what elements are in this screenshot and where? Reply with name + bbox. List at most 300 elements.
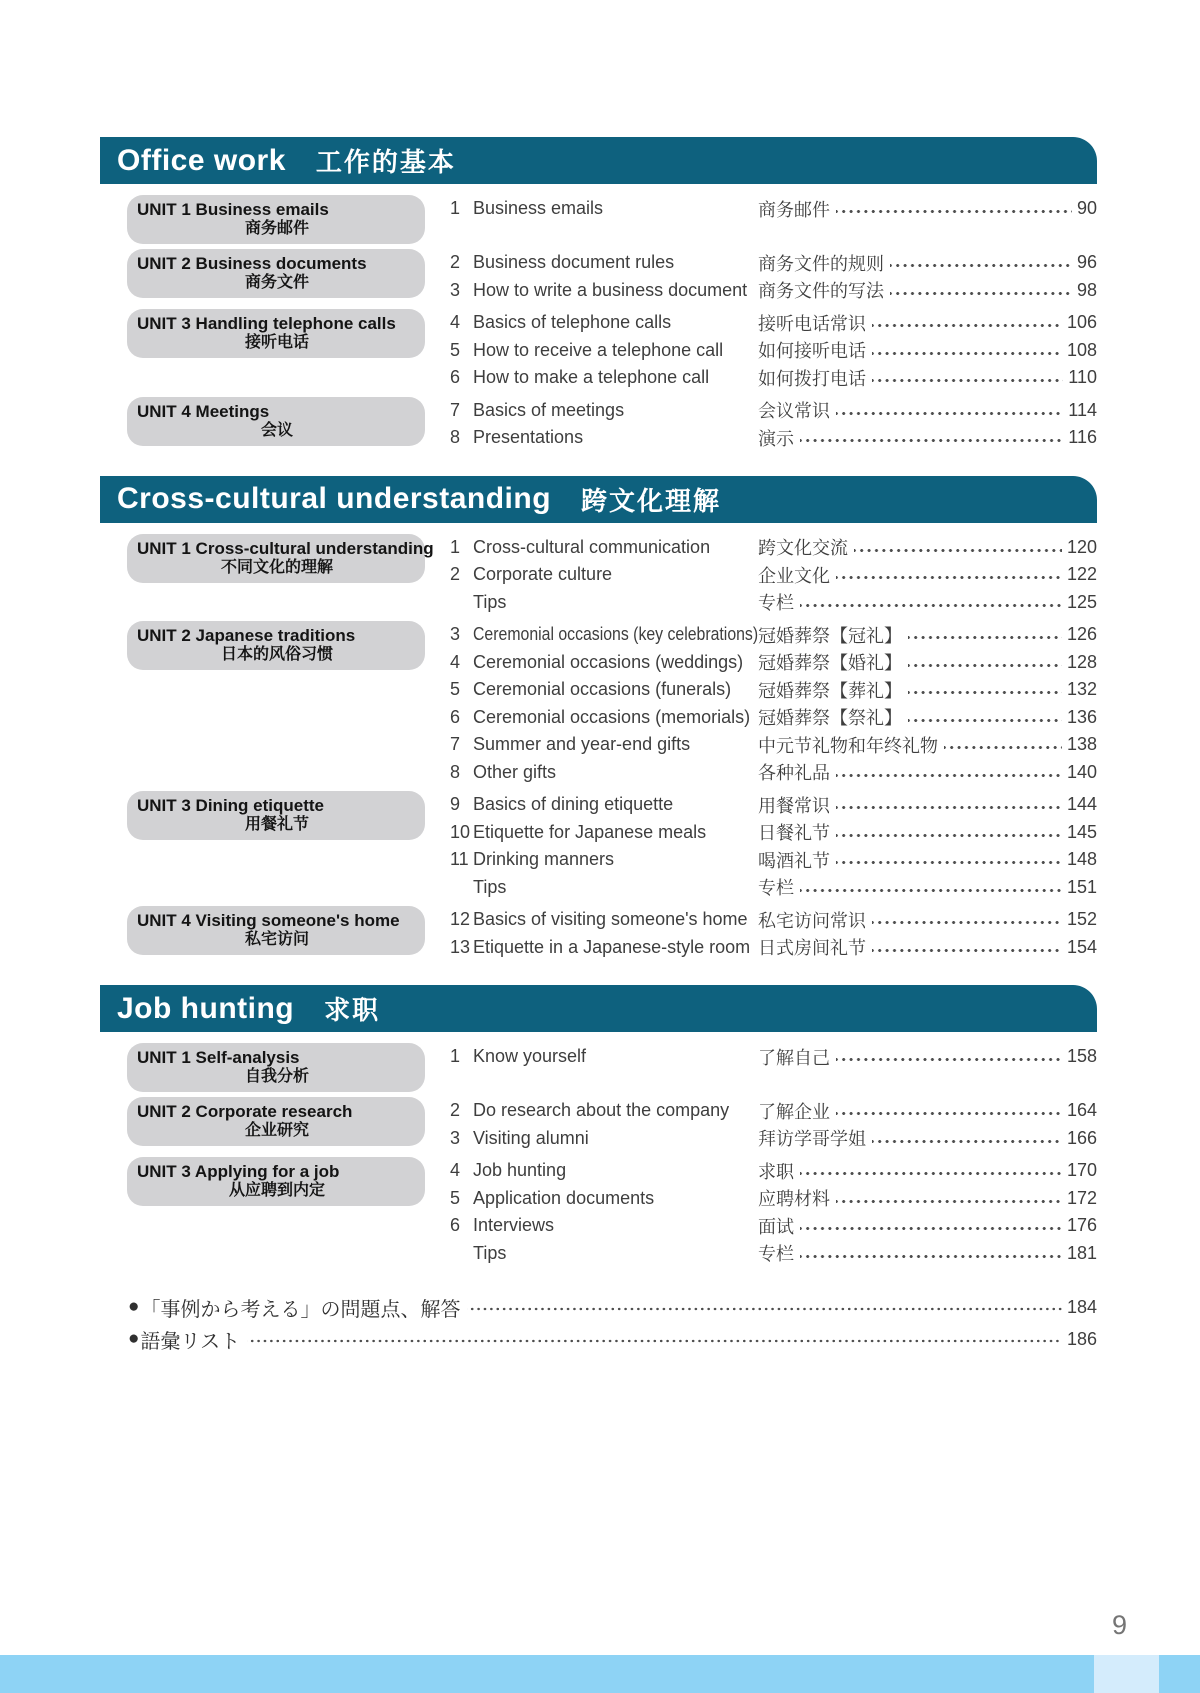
- row-page-number: 152: [1066, 909, 1097, 930]
- dotted-leader: [908, 676, 1062, 704]
- rows-column: [450, 906, 1097, 961]
- row-number: 6: [450, 706, 461, 727]
- appendix-row: [128, 1323, 1097, 1355]
- unit-group: [100, 309, 1097, 392]
- appendix-list: [100, 1291, 1097, 1355]
- row-title-en-text: Basics of dining etiquette: [473, 794, 674, 815]
- row-title-zh: 商务邮件: [758, 199, 830, 220]
- row-title-en: [473, 252, 758, 273]
- unit-column: [100, 791, 450, 840]
- row-title-en-text: Know yourself: [473, 1046, 587, 1067]
- section-title-en: Cross-cultural understanding: [117, 482, 552, 515]
- row-title-zh: 企业文化: [758, 565, 830, 586]
- row-page-number: 172: [1066, 1187, 1097, 1208]
- unit-box: [127, 1157, 425, 1206]
- toc-row: [450, 1043, 1097, 1071]
- unit-subtitle: 商务邮件: [244, 220, 309, 237]
- row-title-en-text: Basics of visiting someone's home: [473, 909, 748, 930]
- row-page-number: 128: [1066, 651, 1097, 672]
- rows-column: [450, 1157, 1097, 1267]
- unit-column: [100, 1097, 450, 1146]
- row-title-en-text: How to make a telephone call: [473, 367, 710, 388]
- toc-row: [450, 1185, 1097, 1213]
- row-title-en-text: Visiting alumni: [473, 1127, 589, 1148]
- row-title-en: [473, 198, 758, 219]
- row-title-zh: 面试: [758, 1216, 794, 1237]
- toc-row: [450, 364, 1097, 392]
- toc-row: [450, 337, 1097, 365]
- row-title-en: [473, 707, 758, 728]
- toc-row: [450, 791, 1097, 819]
- unit-subtitle: 私宅访问: [244, 931, 309, 948]
- row-page-number: 114: [1068, 399, 1097, 420]
- toc-section: [100, 137, 1097, 452]
- toc-row: [450, 846, 1097, 874]
- row-page-number: 122: [1066, 564, 1097, 585]
- row-page-number: 98: [1076, 279, 1097, 300]
- row-title-en: [473, 849, 758, 870]
- row-number: 3: [450, 279, 461, 300]
- row-title-zh: 了解自己: [758, 1047, 830, 1068]
- unit-box: [127, 1097, 425, 1146]
- row-title-en: [473, 1243, 758, 1264]
- row-number: 7: [450, 399, 461, 420]
- row-title-en: [473, 762, 758, 783]
- row-number: 8: [450, 427, 461, 448]
- row-title-en-text: Tips: [473, 1242, 507, 1263]
- row-page-number: 148: [1066, 849, 1097, 870]
- row-title-en: [473, 624, 758, 645]
- footer-accent-segment: [1094, 1655, 1159, 1693]
- row-title-en-text: Interviews: [473, 1215, 555, 1236]
- unit-group: [100, 1043, 1097, 1092]
- row-title-en: [473, 937, 758, 958]
- bullet-icon: ●: [128, 1296, 140, 1317]
- dotted-leader: [800, 874, 1062, 902]
- row-title-en: [473, 909, 758, 930]
- rows-column: [450, 195, 1097, 223]
- row-title-en-text: Do research about the company: [473, 1100, 730, 1121]
- unit-title: UNIT 1 Cross-cultural understanding: [137, 538, 434, 558]
- row-title-en-text: Basics of telephone calls: [473, 312, 672, 333]
- row-title-en-text: Ceremonial occasions (key celebrations): [473, 624, 759, 645]
- row-title-en-text: Business emails: [473, 198, 604, 219]
- dotted-leader: [800, 1240, 1062, 1268]
- unit-subtitle: 日本的风俗习惯: [220, 646, 333, 663]
- unit-subtitle: 从应聘到内定: [228, 1182, 325, 1199]
- row-page-number: 132: [1066, 679, 1097, 700]
- row-title-en: [473, 1128, 758, 1149]
- row-title-en-text: Ceremonial occasions (funerals): [473, 679, 732, 700]
- row-page-number: 116: [1068, 427, 1097, 448]
- toc-row: [450, 934, 1097, 962]
- dotted-leader: [890, 277, 1072, 305]
- row-title-zh: 接听电话常识: [758, 313, 866, 334]
- toc-row: [450, 676, 1097, 704]
- dotted-leader: [836, 1185, 1062, 1213]
- row-title-en: [473, 822, 758, 843]
- dotted-leader: [836, 195, 1072, 223]
- row-number: 4: [450, 651, 461, 672]
- row-title-en: [473, 652, 758, 673]
- row-number: 5: [450, 1187, 461, 1208]
- row-page-number: 176: [1066, 1215, 1097, 1236]
- unit-title: UNIT 3 Dining etiquette: [137, 796, 324, 815]
- row-number: 13: [450, 936, 471, 957]
- row-title-en: [473, 280, 758, 301]
- dotted-leader: [872, 364, 1063, 392]
- dotted-leader: [944, 731, 1062, 759]
- dotted-leader: [854, 534, 1062, 562]
- row-title-zh: 专栏: [758, 1244, 794, 1265]
- dotted-leader: [908, 621, 1062, 649]
- row-number: 2: [450, 564, 461, 585]
- dotted-leader: [872, 906, 1062, 934]
- row-title-en-text: Job hunting: [473, 1160, 567, 1181]
- section-title-zh: 跨文化理解: [581, 485, 722, 516]
- row-title-en: [473, 312, 758, 333]
- unit-box: [127, 1043, 425, 1092]
- bullet-icon: ●: [128, 1328, 140, 1349]
- row-number: 5: [450, 339, 461, 360]
- unit-title: UNIT 1 Business emails: [137, 200, 329, 219]
- rows-column: [450, 534, 1097, 617]
- row-title-zh: 拜访学哥学姐: [758, 1129, 866, 1150]
- row-title-en-text: Tips: [473, 876, 507, 897]
- page-number: 9: [1112, 1610, 1128, 1640]
- row-page-number: 126: [1066, 624, 1097, 645]
- row-title-zh: 会议常识: [758, 401, 830, 422]
- row-title-en: [473, 592, 758, 613]
- toc-row: [450, 1097, 1097, 1125]
- toc-row: [450, 1125, 1097, 1153]
- row-title-zh: 跨文化交流: [758, 538, 848, 559]
- unit-group: [100, 397, 1097, 452]
- row-page-number: 166: [1066, 1127, 1097, 1148]
- toc-row: [450, 534, 1097, 562]
- toc-row: [450, 1212, 1097, 1240]
- row-title-zh: 私宅访问常识: [758, 910, 866, 931]
- toc-row: [450, 249, 1097, 277]
- row-title-en: [473, 367, 758, 388]
- toc-row: [450, 819, 1097, 847]
- row-number: 6: [450, 1215, 461, 1236]
- row-title-en: [473, 1215, 758, 1236]
- row-title-zh: 日式房间礼节: [758, 938, 866, 959]
- row-number: 10: [450, 821, 471, 842]
- row-page-number: 138: [1066, 734, 1097, 755]
- section-title-en: Office work: [117, 143, 286, 177]
- unit-title: UNIT 2 Japanese traditions: [137, 626, 356, 645]
- row-page-number: 140: [1066, 761, 1097, 782]
- unit-box: [127, 249, 425, 298]
- appendix-page-number: 184: [1066, 1296, 1097, 1317]
- toc-row: [450, 874, 1097, 902]
- row-number: 1: [450, 198, 461, 219]
- unit-subtitle: 不同文化的理解: [220, 558, 333, 576]
- row-title-en-text: Business document rules: [473, 252, 675, 273]
- row-number: 12: [450, 909, 471, 930]
- row-title-en: [473, 679, 758, 700]
- row-title-en: [473, 794, 758, 815]
- unit-group: [100, 195, 1097, 244]
- row-title-zh: 求职: [758, 1161, 794, 1182]
- row-title-zh: 如何拨打电话: [758, 368, 866, 389]
- row-number: 9: [450, 794, 461, 815]
- toc-row: [450, 309, 1097, 337]
- toc-row: [450, 589, 1097, 617]
- row-title-en-text: Other gifts: [473, 761, 557, 782]
- row-title-zh: 了解企业: [758, 1101, 830, 1122]
- appendix-label: 「事例から考える」の問題点、解答: [140, 1298, 461, 1321]
- row-title-zh: 演示: [758, 428, 794, 449]
- row-title-en-text: Summer and year-end gifts: [473, 734, 691, 755]
- unit-group: [100, 621, 1097, 786]
- row-title-en: [473, 1046, 758, 1067]
- row-page-number: 96: [1076, 252, 1097, 273]
- dotted-leader: [836, 397, 1063, 425]
- toc-content: [100, 137, 1097, 1355]
- section-title-en: Job hunting: [117, 991, 295, 1025]
- row-title-en: [473, 1100, 758, 1121]
- row-title-en: [473, 427, 758, 448]
- dotted-leader: [836, 1043, 1062, 1071]
- toc-row: [450, 731, 1097, 759]
- dotted-leader: [872, 934, 1062, 962]
- unit-group: [100, 1097, 1097, 1152]
- row-number: 2: [450, 252, 461, 273]
- dotted-leader: [836, 1097, 1062, 1125]
- row-title-en-text: Drinking manners: [473, 849, 615, 870]
- unit-box: [127, 309, 425, 358]
- row-title-en: [473, 877, 758, 898]
- unit-title: UNIT 4 Visiting someone's home: [137, 911, 400, 930]
- dotted-leader: [836, 846, 1062, 874]
- toc-row: [450, 759, 1097, 787]
- unit-group: [100, 249, 1097, 304]
- rows-column: [450, 249, 1097, 304]
- toc-row: [450, 649, 1097, 677]
- row-title-zh: 喝酒礼节: [758, 850, 830, 871]
- unit-column: [100, 1043, 450, 1092]
- row-page-number: 136: [1066, 706, 1097, 727]
- unit-title: UNIT 2 Business documents: [137, 254, 367, 273]
- unit-column: [100, 906, 450, 955]
- rows-column: [450, 309, 1097, 392]
- toc-row: [450, 906, 1097, 934]
- unit-title: UNIT 1 Self-analysis: [137, 1048, 300, 1067]
- row-number: 3: [450, 1127, 461, 1148]
- dotted-leader: [467, 1291, 1061, 1323]
- rows-column: [450, 1043, 1097, 1071]
- row-page-number: 164: [1066, 1100, 1097, 1121]
- rows-column: [450, 1097, 1097, 1152]
- unit-column: [100, 309, 450, 358]
- unit-column: [100, 195, 450, 244]
- unit-box: [127, 397, 425, 446]
- row-page-number: 106: [1066, 312, 1097, 333]
- dotted-leader: [908, 649, 1062, 677]
- rows-column: [450, 397, 1097, 452]
- unit-title: UNIT 3 Handling telephone calls: [137, 314, 396, 333]
- unit-group: [100, 534, 1097, 617]
- toc-row: [450, 195, 1097, 223]
- row-title-en: [473, 537, 758, 558]
- dotted-leader: [836, 759, 1062, 787]
- unit-column: [100, 397, 450, 446]
- row-page-number: 110: [1068, 367, 1097, 388]
- row-title-zh: 专栏: [758, 593, 794, 614]
- sections-container: [100, 137, 1097, 1267]
- row-number: 2: [450, 1100, 461, 1121]
- toc-row: [450, 621, 1097, 649]
- toc-row: [450, 1240, 1097, 1268]
- row-page-number: 151: [1066, 876, 1097, 897]
- unit-column: [100, 621, 450, 670]
- dotted-leader: [872, 309, 1062, 337]
- toc-row: [450, 424, 1097, 452]
- row-title-en: [473, 400, 758, 421]
- appendix-label: 語彙リスト: [140, 1330, 241, 1353]
- dotted-leader: [872, 337, 1062, 365]
- row-title-zh: 中元节礼物和年终礼物: [758, 735, 938, 756]
- row-page-number: 154: [1066, 936, 1097, 957]
- row-page-number: 125: [1066, 591, 1097, 612]
- row-title-en-text: Corporate culture: [473, 564, 613, 585]
- unit-box: [127, 906, 425, 955]
- row-title-zh: 用餐常识: [758, 795, 830, 816]
- section-title-zh: 求职: [324, 995, 381, 1025]
- unit-group: [100, 1157, 1097, 1267]
- row-number: 4: [450, 1160, 461, 1181]
- row-title-zh: 商务文件的写法: [758, 281, 884, 302]
- row-title-zh: 冠婚葬祭【冠礼】: [758, 625, 902, 646]
- row-title-en-text: Basics of meetings: [473, 399, 625, 420]
- unit-column: [100, 1157, 450, 1206]
- unit-column: [100, 249, 450, 298]
- row-title-en-text: Application documents: [473, 1187, 655, 1208]
- section-header: [100, 137, 1097, 184]
- dotted-leader: [247, 1323, 1062, 1355]
- dotted-leader: [836, 819, 1062, 847]
- dotted-leader: [890, 249, 1072, 277]
- row-title-zh: 商务文件的规则: [758, 253, 884, 274]
- toc-row: [450, 704, 1097, 732]
- toc-row: [450, 397, 1097, 425]
- row-title-zh: 各种礼品: [758, 763, 830, 784]
- row-title-en: [473, 340, 758, 361]
- dotted-leader: [872, 1125, 1062, 1153]
- section-title-zh: 工作的基本: [315, 147, 456, 177]
- row-title-zh: 冠婚葬祭【葬礼】: [758, 680, 902, 701]
- appendix-page-number: 186: [1066, 1328, 1097, 1349]
- row-page-number: 170: [1066, 1160, 1097, 1181]
- unit-title: UNIT 4 Meetings: [137, 401, 270, 421]
- row-page-number: 145: [1066, 821, 1097, 842]
- dotted-leader: [800, 1157, 1062, 1185]
- row-page-number: 181: [1066, 1242, 1097, 1263]
- unit-subtitle: 企业研究: [244, 1122, 309, 1139]
- unit-subtitle: 会议: [260, 421, 293, 439]
- row-page-number: 144: [1066, 794, 1097, 815]
- section-header: [100, 476, 1097, 523]
- toc-section: [100, 476, 1097, 962]
- row-page-number: 108: [1066, 339, 1097, 360]
- section-header: [100, 985, 1097, 1032]
- unit-subtitle: 自我分析: [244, 1068, 309, 1085]
- row-title-zh: 冠婚葬祭【祭礼】: [758, 708, 902, 729]
- row-title-en: [473, 1160, 758, 1181]
- row-title-zh: 如何接听电话: [758, 341, 866, 362]
- row-title-en-text: Ceremonial occasions (memorials): [473, 706, 751, 727]
- row-number: 8: [450, 761, 461, 782]
- dotted-leader: [836, 791, 1062, 819]
- row-number: 1: [450, 1046, 461, 1067]
- dotted-leader: [836, 561, 1062, 589]
- dotted-leader: [800, 589, 1062, 617]
- unit-title: UNIT 2 Corporate research: [137, 1102, 353, 1121]
- unit-column: [100, 534, 450, 583]
- rows-column: [450, 791, 1097, 901]
- row-title-en-text: Presentations: [473, 427, 584, 448]
- dotted-leader: [800, 424, 1063, 452]
- unit-subtitle: 商务文件: [244, 274, 309, 291]
- row-title-en-text: How to write a business document: [473, 279, 748, 300]
- unit-subtitle: 接听电话: [244, 334, 309, 351]
- footer-bar: [0, 1655, 1200, 1693]
- row-page-number: 90: [1076, 198, 1097, 219]
- unit-box: [127, 534, 434, 583]
- unit-box: [127, 791, 425, 840]
- row-number: 5: [450, 679, 461, 700]
- unit-group: [100, 791, 1097, 901]
- unit-group: [100, 906, 1097, 961]
- unit-title: UNIT 3 Applying for a job: [137, 1162, 340, 1181]
- row-title-en-text: Etiquette for Japanese meals: [473, 821, 707, 842]
- dotted-leader: [908, 704, 1062, 732]
- row-number: 1: [450, 536, 461, 557]
- row-number: 7: [450, 734, 461, 755]
- row-title-en: [473, 564, 758, 585]
- row-number: 3: [450, 624, 461, 645]
- toc-row: [450, 1157, 1097, 1185]
- row-number: 6: [450, 367, 461, 388]
- row-title-en: [473, 734, 758, 755]
- row-title-en-text: Etiquette in a Japanese-style room: [473, 936, 751, 957]
- row-title-en-text: Ceremonial occasions (weddings): [473, 651, 744, 672]
- dotted-leader: [800, 1212, 1062, 1240]
- row-number: 4: [450, 312, 461, 333]
- toc-section: [100, 985, 1097, 1267]
- row-title-zh: 冠婚葬祭【婚礼】: [758, 653, 902, 674]
- row-number: 11: [450, 849, 469, 870]
- toc-row: [450, 561, 1097, 589]
- unit-box: [127, 195, 425, 244]
- row-title-en-text: Cross-cultural communication: [473, 536, 711, 557]
- row-title-en-text: Tips: [473, 591, 507, 612]
- row-title-zh: 应聘材料: [758, 1189, 830, 1210]
- row-title-zh: 日餐礼节: [758, 823, 830, 844]
- row-title-en: [473, 1188, 758, 1209]
- rows-column: [450, 621, 1097, 786]
- row-title-zh: 专栏: [758, 878, 794, 899]
- row-page-number: 158: [1066, 1046, 1097, 1067]
- unit-box: [127, 621, 425, 670]
- row-title-en-text: How to receive a telephone call: [473, 339, 724, 360]
- toc-row: [450, 277, 1097, 305]
- row-page-number: 120: [1066, 536, 1097, 557]
- unit-subtitle: 用餐礼节: [244, 816, 309, 833]
